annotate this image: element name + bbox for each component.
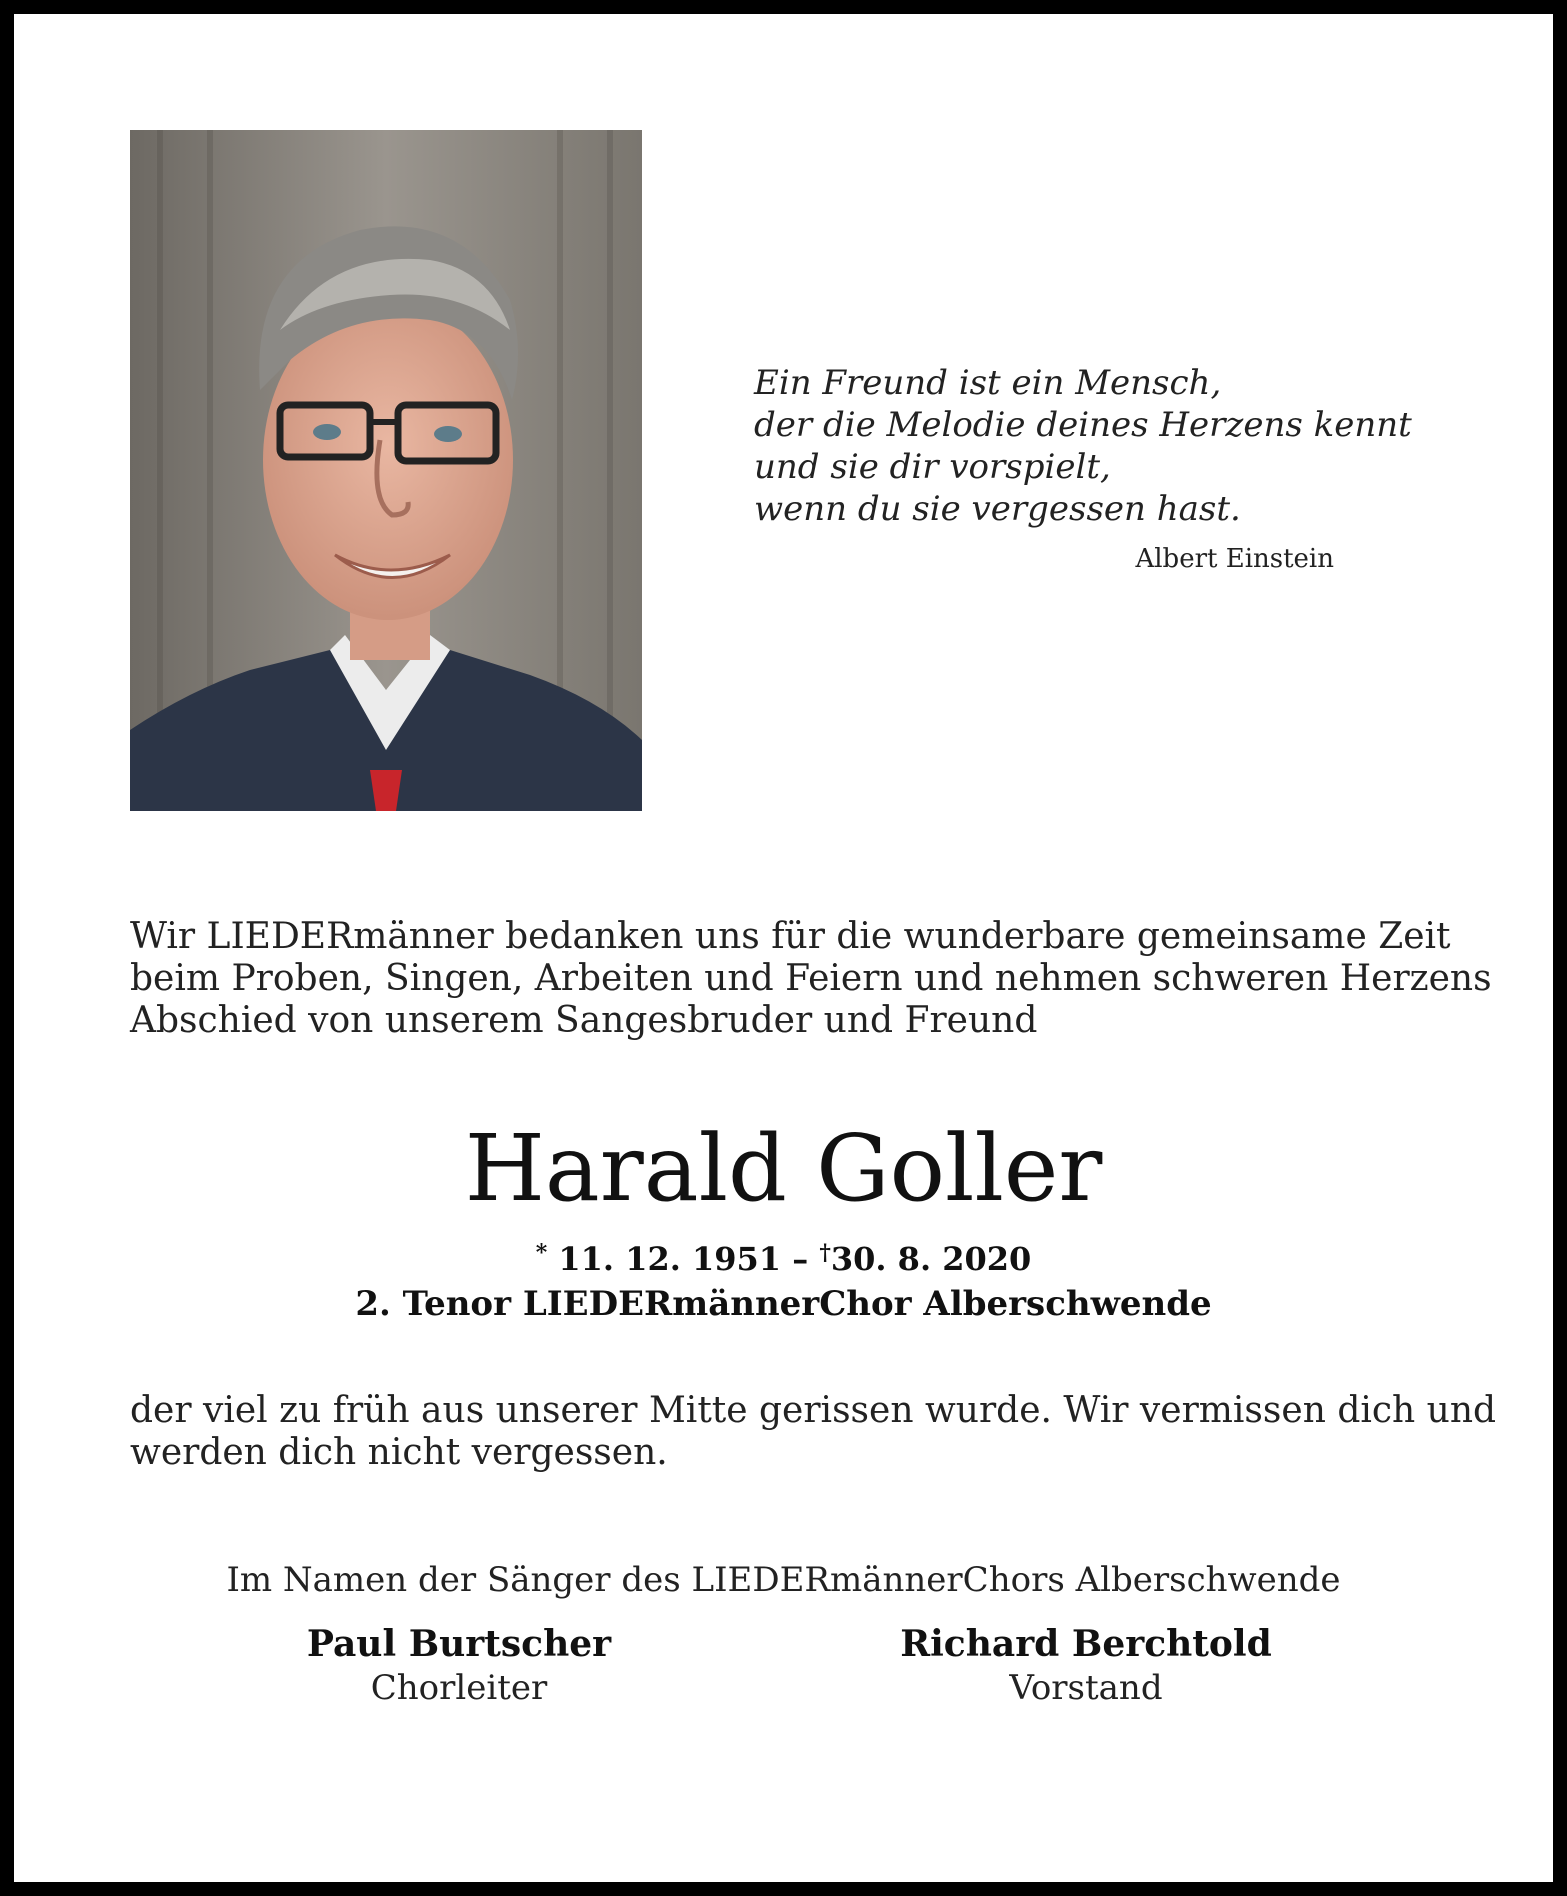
intro-paragraph: [130, 916, 1492, 1042]
closing-line: der viel zu früh aus unserer Mitte gerissen wurde. Wir vermissen dich und: [130, 1390, 1497, 1431]
intro-line: Abschied von unserem Sangesbruder und Freund: [130, 1000, 1038, 1041]
life-dates: [14, 1240, 1553, 1278]
signatory-role: Vorstand: [1009, 1668, 1163, 1708]
deceased-name: Harald Goller: [464, 1115, 1103, 1222]
birth-date: 11. 12. 1951: [558, 1240, 782, 1278]
intro-line: Wir LIEDERmänner bedanken uns für die wunderbare gemeinsame Zeit: [130, 916, 1451, 957]
quote-line: wenn du sie vergessen hast.: [754, 489, 1241, 529]
date-separator: –: [792, 1240, 809, 1278]
quote-author: Albert Einstein: [1135, 544, 1334, 574]
on-behalf-line: Im Namen der Sänger des LIEDERmännerChors Alberschwende: [226, 1560, 1341, 1600]
quote-line: und sie dir vorspielt,: [754, 447, 1111, 487]
quote: [754, 362, 1412, 530]
quote-line: Ein Freund ist ein Mensch,: [754, 363, 1222, 403]
signatory: [836, 1622, 1336, 1710]
signatory-name: Paul Burtscher: [306, 1623, 612, 1665]
birth-symbol: *: [535, 1240, 548, 1266]
death-symbol: †: [819, 1240, 831, 1266]
closing-line: werden dich nicht vergessen.: [130, 1432, 668, 1473]
signatory-name: Richard Berchtold: [900, 1623, 1272, 1665]
signatory-role: Chorleiter: [370, 1668, 548, 1708]
portrait-photo: [130, 130, 642, 811]
obituary-page: [14, 14, 1553, 1882]
closing-paragraph: [130, 1390, 1497, 1474]
signatory: [209, 1622, 709, 1710]
portrait-image: [130, 130, 642, 811]
intro-line: beim Proben, Singen, Arbeiten und Feiern und nehmen schweren Herzens: [130, 958, 1492, 999]
quote-line: der die Melodie deines Herzens kennt: [754, 405, 1412, 445]
death-date: 30. 8. 2020: [830, 1240, 1032, 1278]
deceased-role: 2. Tenor LIEDERmännerChor Alberschwende: [355, 1284, 1212, 1324]
